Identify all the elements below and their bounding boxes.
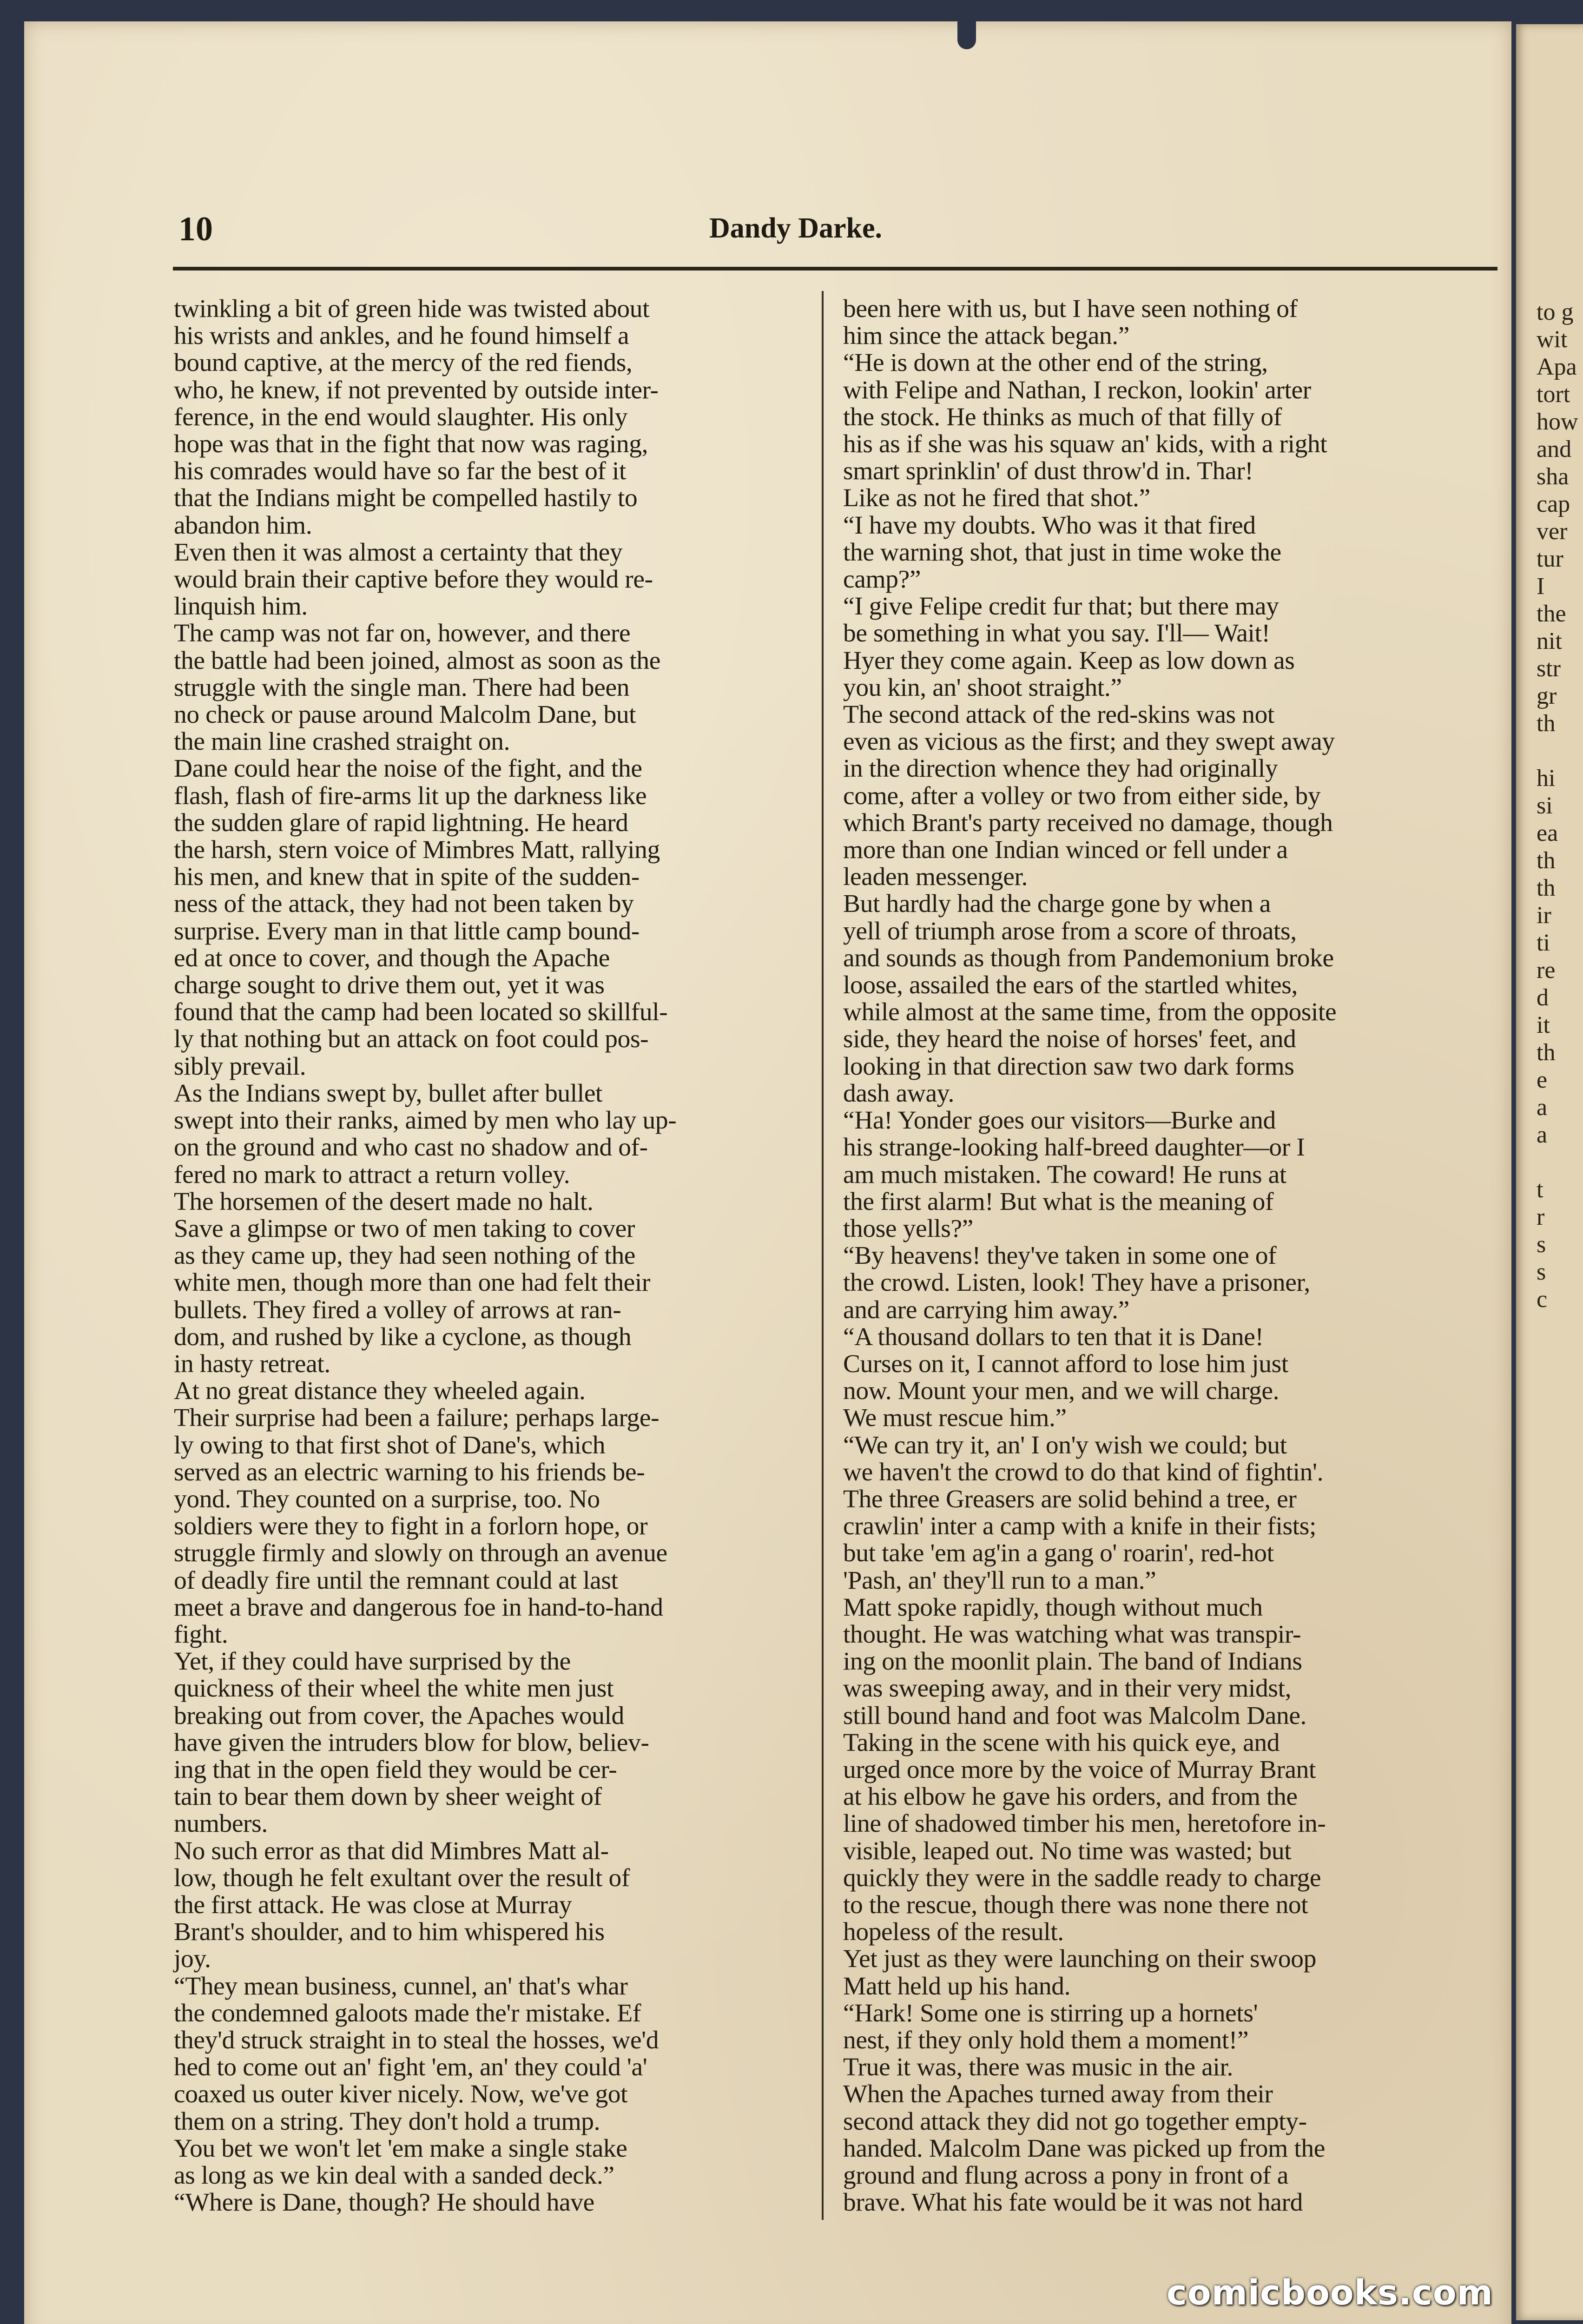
next-page-fragment: gr <box>1537 683 1557 709</box>
text-line: loose, assailed the ears of the startled whites, <box>843 971 1298 1000</box>
text-line: coaxed us outer kiver nicely. Now, we've got <box>174 2080 628 2109</box>
text-line: fight. <box>174 1620 228 1649</box>
text-line: now. Mount your men, and we will charge. <box>843 1377 1280 1406</box>
text-line: more than one Indian winced or fell under a <box>843 836 1288 865</box>
text-line: which Brant's party received no damage, though <box>843 808 1333 837</box>
text-line: served as an electric warning to his friends be- <box>174 1458 645 1486</box>
text-line: breaking out from cover, the Apaches would <box>174 1701 624 1730</box>
text-line: sibly prevail. <box>174 1052 306 1081</box>
next-page-fragment: I <box>1537 573 1545 600</box>
text-line: joy. <box>174 1945 211 1974</box>
text-line: ed at once to cover, and though the Apache <box>174 944 610 972</box>
text-line: would brain their captive before they would re- <box>174 565 653 594</box>
next-page-fragment: nit <box>1537 628 1562 654</box>
next-page-fragment: ea <box>1537 820 1558 846</box>
text-line: “Hark! Some one is stirring up a hornets' <box>843 1999 1258 2027</box>
next-page-fragment: ti <box>1537 930 1550 956</box>
text-line: hope was that in the fight that now was raging, <box>174 430 648 459</box>
next-page-fragment <box>1516 1149 1583 1176</box>
text-line: dash away. <box>843 1079 954 1108</box>
text-line: his comrades would have so far the best of it <box>174 457 627 486</box>
text-line: yell of triumph arose from a score of throats, <box>843 917 1297 945</box>
text-line: still bound hand and foot was Malcolm Dane. <box>843 1701 1307 1730</box>
next-page-fragment: str <box>1537 655 1561 682</box>
text-line: The second attack of the red-skins was not <box>843 700 1274 729</box>
text-line: When the Apaches turned away from their <box>843 2080 1273 2109</box>
text-line: dom, and rushed by like a cyclone, as though <box>174 1322 632 1351</box>
text-line: thought. He was watching what was transpir- <box>843 1620 1301 1649</box>
text-line: but take 'em ag'in a gang o' roarin', red-hot <box>843 1539 1274 1568</box>
text-line: ness of the attack, they had not been taken by <box>174 890 634 918</box>
text-line: Dane could hear the noise of the fight, and the <box>174 754 642 783</box>
text-line: leaden messenger. <box>843 863 1028 891</box>
text-line: “I give Felipe credit fur that; but there may <box>843 592 1279 621</box>
text-line: twinkling a bit of green hide was twisted about <box>174 295 650 323</box>
text-line: tain to bear them down by sheer weight of <box>174 1783 602 1811</box>
left-column <box>174 296 811 2216</box>
text-line: him since the attack began.” <box>843 322 1129 350</box>
text-line: no check or pause around Malcolm Dane, but <box>174 700 636 729</box>
text-line: been here with us, but I have seen nothing of <box>843 295 1298 323</box>
text-line: who, he knew, if not prevented by outside inter- <box>174 376 659 404</box>
text-line: his men, and knew that in spite of the sudden- <box>174 863 640 891</box>
next-page-fragment: t <box>1537 1176 1543 1203</box>
text-line: ing that in the open field they would be cer- <box>174 1755 617 1784</box>
text-line: and sounds as though from Pandemonium broke <box>843 944 1334 972</box>
text-line: those yells?” <box>843 1214 973 1243</box>
text-line: was sweeping away, and in their very midst, <box>843 1674 1292 1703</box>
text-line: But hardly had the charge gone by when a <box>843 890 1271 918</box>
text-line: on the ground and who cast no shadow and of- <box>174 1133 648 1162</box>
next-page-fragment: tur <box>1537 546 1563 572</box>
text-line: Curses on it, I cannot afford to lose him just <box>843 1349 1288 1378</box>
text-line: “A thousand dollars to ten that it is Dane! <box>843 1322 1264 1351</box>
text-line: True it was, there was music in the air. <box>843 2053 1233 2082</box>
text-line: his as if she was his squaw an' kids, with a right <box>843 430 1327 459</box>
next-page-fragment: th <box>1537 875 1556 901</box>
next-page-fragment: re <box>1537 957 1556 984</box>
text-line: You bet we won't let 'em make a single stake <box>174 2134 627 2163</box>
text-line: As the Indians swept by, bullet after bullet <box>174 1079 603 1108</box>
newspaper-page <box>24 21 1511 2324</box>
text-line: fered no mark to attract a return volley. <box>174 1160 570 1189</box>
running-title: Dandy Darke. <box>709 212 883 244</box>
text-line: be something in what you say. I'll— Wait! <box>843 619 1270 648</box>
text-line: handed. Malcolm Dane was picked up from the <box>843 2134 1325 2163</box>
text-line: No such error as that did Mimbres Matt al- <box>174 1836 609 1865</box>
text-line: quickness of their wheel the white men just <box>174 1674 614 1703</box>
text-line: yond. They counted on a surprise, too. No <box>174 1485 600 1513</box>
right-column <box>843 296 1481 2216</box>
text-line: “By heavens! they've taken in some one of <box>843 1241 1277 1270</box>
text-line: Hyer they come again. Keep as low down as <box>843 646 1295 675</box>
text-line: struggle firmly and slowly on through an avenue <box>174 1539 667 1568</box>
next-page-edge <box>1516 24 1583 2320</box>
text-line: as long as we kin deal with a sanded deck.” <box>174 2161 614 2190</box>
text-line: “Where is Dane, though? He should have <box>174 2188 594 2217</box>
text-line: Matt spoke rapidly, though without much <box>843 1593 1263 1622</box>
text-line: his strange-looking half-breed daughter—or I <box>843 1133 1305 1162</box>
text-line: the condemned galoots made the'r mistake. Ef <box>174 1999 641 2027</box>
next-page-fragment: wit <box>1537 326 1568 353</box>
text-line: ly owing to that first shot of Dane's, which <box>174 1431 606 1459</box>
text-line: “Ha! Yonder goes our visitors—Burke and <box>843 1106 1276 1135</box>
text-line: At no great distance they wheeled again. <box>174 1377 586 1406</box>
next-page-fragment: the <box>1537 601 1566 627</box>
text-line: even as vicious as the first; and they swept away <box>843 727 1335 756</box>
text-line: The camp was not far on, however, and there <box>174 619 631 648</box>
next-page-fragment: s <box>1537 1259 1546 1285</box>
text-line: white men, though more than one had felt their <box>174 1268 651 1297</box>
text-line: hopeless of the result. <box>843 1918 1064 1947</box>
text-line: hed to come out an' fight 'em, an' they could 'a' <box>174 2053 647 2082</box>
text-line: smart sprinklin' of dust throw'd in. Thar! <box>843 457 1253 486</box>
text-line: that the Indians might be compelled hastily to <box>174 484 638 513</box>
text-line: The three Greasers are solid behind a tree, er <box>843 1485 1297 1513</box>
text-line: you kin, an' shoot straight.” <box>843 673 1122 702</box>
text-line: bullets. They fired a volley of arrows at ran- <box>174 1295 621 1324</box>
text-line: Matt held up his hand. <box>843 1972 1071 2000</box>
text-line: have given the intruders blow for blow, believ- <box>174 1728 649 1757</box>
text-line: in hasty retreat. <box>174 1349 330 1378</box>
next-page-fragment: hi <box>1537 765 1556 792</box>
text-line: low, though he felt exultant over the result of <box>174 1863 630 1892</box>
text-line: we haven't the crowd to do that kind of fightin'. <box>843 1458 1324 1486</box>
text-line: the sudden glare of rapid lightning. He heard <box>174 808 628 837</box>
text-line: flash, flash of fire-arms lit up the darkness like <box>174 781 647 810</box>
text-line: Even then it was almost a certainty that they <box>174 538 623 567</box>
text-line: surprise. Every man in that little camp bound- <box>174 917 640 945</box>
text-line: quickly they were in the saddle ready to charge <box>843 1863 1321 1892</box>
text-line: We must rescue him.” <box>843 1404 1067 1433</box>
text-line: The horsemen of the desert made no halt. <box>174 1187 594 1216</box>
text-line: am much mistaken. The coward! He runs at <box>843 1160 1286 1189</box>
text-line: ference, in the end would slaughter. His only <box>174 403 628 431</box>
text-line: second attack they did not go together empty- <box>843 2107 1307 2136</box>
text-line: the stock. He thinks as much of that filly of <box>843 403 1282 431</box>
text-line: “I have my doubts. Who was it that fired <box>843 511 1256 540</box>
text-line: Save a glimpse or two of men taking to cover <box>174 1214 635 1243</box>
text-line: Their surprise had been a failure; perhaps large- <box>174 1404 660 1433</box>
text-line: the first attack. He was close at Murray <box>174 1890 572 1919</box>
text-line: as they came up, they had seen nothing of the <box>174 1241 636 1270</box>
text-line: ly that nothing but an attack on foot could pos- <box>174 1025 649 1054</box>
next-page-fragment: how <box>1537 409 1578 435</box>
text-line: in the direction whence they had originally <box>843 754 1278 783</box>
next-page-fragment: sha <box>1537 463 1569 490</box>
text-line: bound captive, at the mercy of the red fiends, <box>174 349 633 377</box>
text-line: Yet just as they were launching on their swoop <box>843 1945 1316 1974</box>
text-line: Yet, if they could have surprised by the <box>174 1647 571 1676</box>
text-line: ing on the moonlit plain. The band of Indians <box>843 1647 1302 1676</box>
next-page-fragment: d <box>1537 984 1549 1011</box>
text-line: the warning shot, that just in time woke the <box>843 538 1281 567</box>
column-divider <box>822 291 824 2220</box>
text-line: the first alarm! But what is the meaning of <box>843 1187 1274 1216</box>
next-page-fragment: a <box>1537 1122 1548 1148</box>
next-page-fragment: a <box>1537 1094 1548 1121</box>
text-line: camp?” <box>843 565 921 594</box>
text-line: them on a string. They don't hold a trump. <box>174 2107 600 2136</box>
text-line: the harsh, stern voice of Mimbres Matt, rallying <box>174 836 660 865</box>
page-edge-notch <box>957 21 976 49</box>
text-line: Taking in the scene with his quick eye, and <box>843 1728 1280 1757</box>
text-line: at his elbow he gave his orders, and from the <box>843 1783 1298 1811</box>
next-page-fragment <box>1516 737 1583 765</box>
text-line: while almost at the same time, from the opposite <box>843 998 1337 1027</box>
next-page-fragment: e <box>1537 1067 1548 1093</box>
next-page-fragment: it <box>1537 1012 1550 1038</box>
text-line: abandon him. <box>174 511 312 540</box>
text-line: swept into their ranks, aimed by men who lay up- <box>174 1106 677 1135</box>
text-line: “We can try it, an' I on'y wish we could; but <box>843 1431 1287 1459</box>
page-number: 10 <box>178 210 213 248</box>
text-line: found that the camp had been located so skillful- <box>174 998 668 1027</box>
text-line: ground and flung across a pony in front of a <box>843 2161 1289 2190</box>
text-line: Brant's shoulder, and to him whispered his <box>174 1918 605 1947</box>
text-line: “They mean business, cunnel, an' that's whar <box>174 1972 628 2000</box>
text-line: side, they heard the noise of horses' feet, and <box>843 1025 1296 1054</box>
text-line: his wrists and ankles, and he found himself a <box>174 322 629 350</box>
text-line: brave. What his fate would be it was not hard <box>843 2188 1303 2217</box>
text-line: struggle with the single man. There had been <box>174 673 630 702</box>
text-line: and are carrying him away.” <box>843 1295 1129 1324</box>
text-line: the crowd. Listen, look! They have a prisoner, <box>843 1268 1310 1297</box>
next-page-fragment: and <box>1537 436 1572 462</box>
next-page-fragment: cap <box>1537 491 1570 517</box>
text-line: of deadly fire until the remnant could at last <box>174 1566 618 1595</box>
watermark-logo: comicbooks.com <box>1167 2273 1493 2313</box>
next-page-fragment: to g <box>1537 299 1574 325</box>
text-line: to the rescue, though there was none there not <box>843 1890 1308 1919</box>
text-line: meet a brave and dangerous foe in hand-to-hand <box>174 1593 663 1622</box>
next-page-fragment: ir <box>1537 902 1551 929</box>
header-rule <box>173 267 1497 271</box>
text-line: charge sought to drive them out, yet it was <box>174 971 605 1000</box>
text-line: numbers. <box>174 1809 268 1838</box>
text-line: Like as not he fired that shot.” <box>843 484 1150 513</box>
text-line: come, after a volley or two from either side, by <box>843 781 1321 810</box>
next-page-fragment: r <box>1537 1204 1545 1230</box>
next-page-fragment: th <box>1537 710 1556 737</box>
text-line: soldiers were they to fight in a forlorn hope, or <box>174 1512 648 1541</box>
text-line: they'd struck straight in to steal the hosses, we'd <box>174 2026 659 2054</box>
next-page-fragment: Apa <box>1537 354 1577 380</box>
next-page-fragment: si <box>1537 792 1553 819</box>
text-line: linquish him. <box>174 592 308 621</box>
text-line: urged once more by the voice of Murray Brant <box>843 1755 1316 1784</box>
text-line: visible, leaped out. No time was wasted; but <box>843 1836 1292 1865</box>
next-page-fragment: c <box>1537 1286 1548 1313</box>
text-line: the battle had been joined, almost as soon as the <box>174 646 660 675</box>
next-page-fragment: ver <box>1537 518 1568 545</box>
text-line: with Felipe and Nathan, I reckon, lookin' arter <box>843 376 1311 404</box>
next-page-fragment: th <box>1537 1039 1556 1066</box>
text-line: line of shadowed timber his men, heretofore in- <box>843 1809 1326 1838</box>
text-line: 'Pash, an' they'll run to a man.” <box>843 1566 1156 1595</box>
text-line: looking in that direction saw two dark forms <box>843 1052 1294 1081</box>
text-line: crawlin' inter a camp with a knife in their fists; <box>843 1512 1316 1541</box>
text-line: nest, if they only hold them a moment!” <box>843 2026 1249 2054</box>
next-page-fragment: s <box>1537 1231 1546 1258</box>
text-line: the main line crashed straight on. <box>174 727 510 756</box>
next-page-fragment: th <box>1537 847 1556 874</box>
next-page-fragment: tort <box>1537 381 1570 408</box>
text-line: “He is down at the other end of the string, <box>843 349 1268 377</box>
